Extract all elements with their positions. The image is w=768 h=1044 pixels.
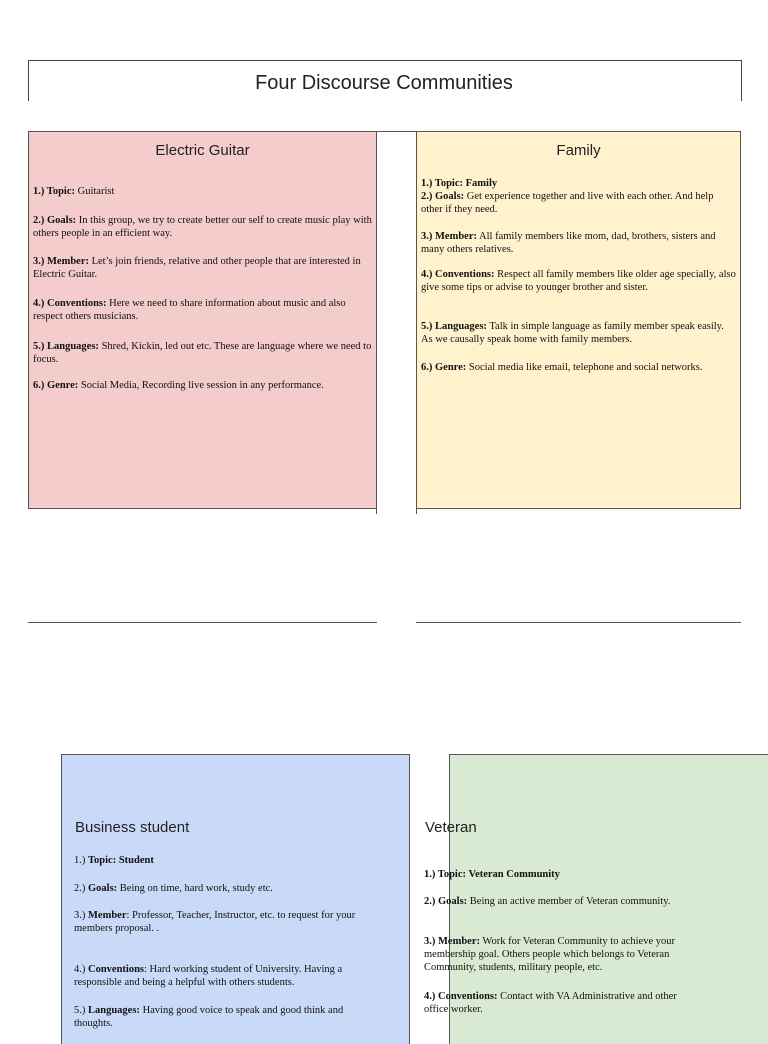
divider-line	[416, 622, 741, 623]
list-item: 6.) Genre: Social Media, Recording live session in any performance.	[33, 380, 324, 391]
connector-line	[377, 131, 416, 132]
list-item: 1.) Topic: Student	[74, 855, 154, 866]
list-item: 1.) Topic: Family	[421, 178, 498, 189]
list-item: 2.) Goals: Get experience together and live with each other. And help other if they need.	[421, 191, 714, 215]
list-item: 3.) Member: Professor, Teacher, Instructor, etc. to request for your members proposal. .	[74, 910, 356, 934]
list-item: 4.) Conventions: Here we need to share information about music and also respect others musicians.	[33, 298, 346, 322]
connector-line	[376, 509, 377, 514]
list-item: 3.) Member: Work for Veteran Community to achieve your membership goal. Others people which belongs to Veteran Community, students, military people, etc.	[424, 936, 675, 973]
list-item: 4.) Conventions: Hard working student of University. Having a responsible and being a helpful with others students.	[74, 964, 343, 988]
list-item: 2.) Goals: In this group, we try to create better our self to create music play with others people in an efficient way.	[33, 215, 372, 239]
divider-line	[28, 622, 377, 623]
list-item: 3.) Member: All family members like mom, dad, brothers, sisters and many others relatives.	[421, 231, 716, 255]
card-family	[416, 131, 741, 509]
list-item: 5.) Languages: Having good voice to speak and good think and thoughts.	[74, 1005, 344, 1029]
list-item: 2.) Goals: Being an active member of Veteran community.	[424, 896, 671, 907]
list-item: 4.) Conventions: Respect all family members like older age specially, also give some tips or advise to younger brother and sister.	[421, 269, 736, 293]
list-item: 5.) Languages: Shred, Kickin, led out etc. These are language where we need to focus.	[33, 341, 372, 365]
card-electric-guitar	[28, 131, 377, 509]
list-item: 1.) Topic: Guitarist	[33, 186, 115, 197]
card-title: Business student	[75, 819, 190, 836]
card-title: Family	[556, 142, 601, 159]
page-title: Four Discourse Communities	[255, 72, 513, 94]
list-item: 1.) Topic: Veteran Community	[424, 869, 560, 880]
list-item: 3.) Member: Let’s join friends, relative and other people that are interested in Electric Guitar.	[33, 256, 361, 280]
list-item: 6.) Genre: Social media like email, telephone and social networks.	[421, 362, 703, 373]
list-item: 2.) Goals: Being on time, hard work, study etc.	[74, 883, 273, 894]
card-title: Veteran	[425, 819, 477, 836]
card-business-student	[61, 754, 410, 1044]
list-item: 5.) Languages: Talk in simple language as family member speak easily. As we causally speak home with family members.	[421, 321, 724, 345]
list-item: 4.) Conventions: Contact with VA Administrative and other office worker.	[424, 991, 677, 1015]
card-title: Electric Guitar	[155, 142, 250, 159]
connector-line	[416, 509, 417, 514]
